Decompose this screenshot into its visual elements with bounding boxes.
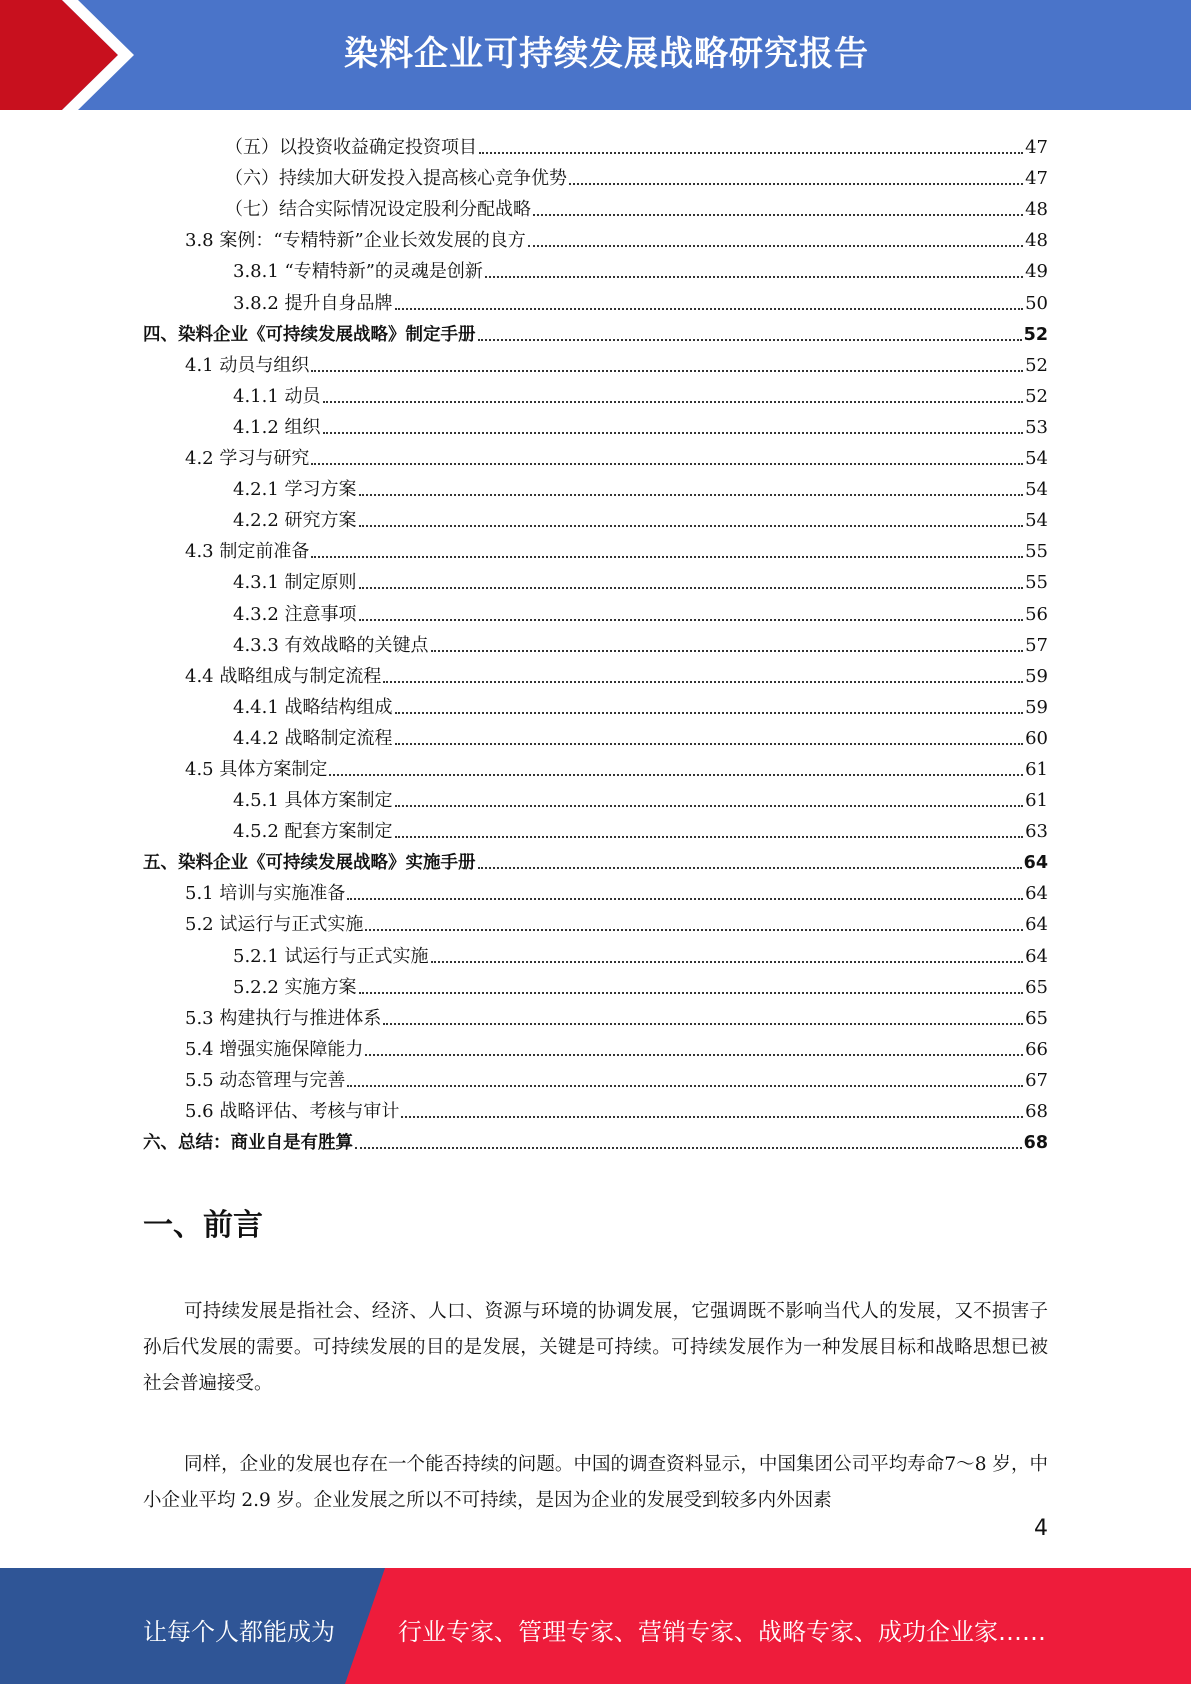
toc-entry-page: 50 [1025, 292, 1048, 314]
toc-dot-leader [365, 929, 1023, 931]
toc-entry-page: 64 [1025, 883, 1048, 905]
toc-dot-leader [395, 805, 1024, 807]
paragraph-2: 同样，企业的发展也存在一个能否持续的问题。中国的调查资料显示，中国集团公司平均寿命7～8 岁，中小企业平均 2.9 岁。企业发展之所以不可持续，是因为企业的发展受到较多内外因素 [143, 1454, 1048, 1511]
toc-entry[interactable] [143, 750, 1048, 781]
toc-entry-label: （七）结合实际情况设定股利分配战略 [225, 199, 531, 221]
toc-entry-label: 5.4 增强实施保障能力 [185, 1038, 364, 1060]
toc-entry-page: 55 [1025, 572, 1048, 594]
toc-entry-page: 52 [1025, 385, 1048, 407]
toc-entry[interactable] [143, 874, 1048, 905]
toc-entry[interactable] [143, 1030, 1048, 1061]
toc-entry-page: 57 [1025, 634, 1048, 656]
toc-entry[interactable] [143, 190, 1048, 221]
toc-entry[interactable] [143, 563, 1048, 594]
toc-entry[interactable] [143, 657, 1048, 688]
toc-entry[interactable] [143, 968, 1048, 999]
toc-dot-leader [329, 774, 1023, 776]
toc-entry[interactable] [143, 159, 1048, 190]
toc-dot-leader [311, 556, 1023, 558]
toc-entry-page: 52 [1025, 354, 1048, 376]
toc-entry[interactable] [143, 408, 1048, 439]
toc-entry-label: 4.3.2 注意事项 [233, 603, 357, 625]
toc-entry[interactable] [143, 1123, 1048, 1154]
toc-entry-label: （六）持续加大研发投入提高核心竞争优势 [225, 168, 567, 190]
toc-entry-page: 60 [1025, 727, 1048, 749]
toc-dot-leader [347, 1085, 1023, 1087]
toc-entry[interactable] [143, 221, 1048, 252]
toc-dot-leader [569, 183, 1023, 185]
toc-entry-label: （五）以投资收益确定投资项目 [225, 137, 477, 159]
paragraph-1: 可持续发展是指社会、经济、人口、资源与环境的协调发展，它强调既不影响当代人的发展，又不损害子孙后代发展的需要。可持续发展的目的是发展，关键是可持续。可持续发展作为一种发展目标和战略思想已被社会普遍接受。 [143, 1301, 1048, 1394]
toc-entry[interactable] [143, 283, 1048, 314]
toc-entry-label: 5.5 动态管理与完善 [185, 1069, 346, 1091]
toc-entry-page: 66 [1025, 1038, 1048, 1060]
toc-dot-leader [347, 898, 1023, 900]
toc-dot-leader [395, 836, 1024, 838]
toc-entry[interactable] [143, 999, 1048, 1030]
toc-entry-page: 67 [1025, 1069, 1048, 1091]
toc-dot-leader [359, 992, 1024, 994]
toc-entry[interactable] [143, 626, 1048, 657]
toc-entry-page: 48 [1025, 230, 1048, 252]
page-number: 4 [1034, 1516, 1048, 1541]
toc-dot-leader [323, 432, 1024, 434]
toc-entry-page: 54 [1025, 448, 1048, 470]
toc-entry-label: 4.1.1 动员 [233, 385, 321, 407]
toc-dot-leader [311, 370, 1023, 372]
toc-entry[interactable] [143, 812, 1048, 843]
toc-entry-page: 63 [1025, 821, 1048, 843]
section-heading: 一、前言 [143, 1208, 263, 1243]
toc-entry-page: 55 [1025, 541, 1048, 563]
toc-dot-leader [355, 1147, 1022, 1149]
toc-entry[interactable] [143, 594, 1048, 625]
toc-dot-leader [359, 494, 1024, 496]
toc-entry[interactable] [143, 843, 1048, 874]
toc-entry[interactable] [143, 719, 1048, 750]
toc-entry-label: 4.3.1 制定原则 [233, 572, 357, 594]
toc-dot-leader [323, 401, 1024, 403]
toc-entry-label: 4.2.1 学习方案 [233, 479, 357, 501]
toc-entry[interactable] [143, 439, 1048, 470]
toc-entry[interactable] [143, 1092, 1048, 1123]
toc-entry-page: 47 [1025, 168, 1048, 190]
toc-entry-label: 四、染料企业《可持续发展战略》制定手册 [143, 324, 476, 345]
toc-dot-leader [431, 961, 1024, 963]
footer-slogan-right: 行业专家、管理专家、营销专家、战略专家、成功企业家…… [398, 1618, 1046, 1646]
toc-dot-leader [395, 308, 1024, 310]
toc-entry[interactable] [143, 315, 1048, 346]
toc-dot-leader [478, 339, 1022, 341]
toc-entry[interactable] [143, 1061, 1048, 1092]
toc-entry[interactable] [143, 781, 1048, 812]
toc-entry-page: 53 [1025, 416, 1048, 438]
toc-entry-label: 5.6 战略评估、考核与审计 [185, 1101, 400, 1122]
toc-entry-label: 4.5.1 具体方案制定 [233, 790, 393, 812]
toc-entry-label: 5.3 构建执行与推进体系 [185, 1007, 382, 1029]
toc-entry-label: 六、总结：商业自是有胜算 [143, 1133, 353, 1154]
toc-entry-label: 5.2.2 实施方案 [233, 976, 357, 998]
toc-entry-page: 61 [1025, 790, 1048, 812]
toc-entry-label: 4.5 具体方案制定 [185, 758, 328, 780]
toc-entry[interactable] [143, 470, 1048, 501]
toc-entry-label: 3.8.1 “专精特新”的灵魂是创新 [233, 261, 483, 283]
toc-entry-page: 64 [1025, 914, 1048, 936]
toc-entry-page: 64 [1025, 945, 1048, 967]
toc-dot-leader [359, 587, 1024, 589]
toc-entry-page: 59 [1025, 696, 1048, 718]
toc-entry[interactable] [143, 905, 1048, 936]
toc-dot-leader [311, 463, 1023, 465]
toc-entry-label: 4.1.2 组织 [233, 416, 321, 438]
toc-entry-page: 54 [1025, 479, 1048, 501]
toc-entry-label: 4.2 学习与研究 [185, 448, 310, 470]
toc-dot-leader [383, 1023, 1023, 1025]
toc-entry-label: 4.4 战略组成与制定流程 [185, 665, 382, 687]
toc-entry[interactable] [143, 936, 1048, 967]
toc-entry-label: 5.2 试运行与正式实施 [185, 914, 364, 936]
toc-entry[interactable] [143, 252, 1048, 283]
toc-dot-leader [479, 152, 1023, 154]
toc-entry-page: 68 [1025, 1101, 1048, 1122]
toc-entry-label: 5.2.1 试运行与正式实施 [233, 945, 429, 967]
toc-entry-label: 5.1 培训与实施准备 [185, 883, 346, 905]
toc-entry[interactable] [143, 532, 1048, 563]
toc-entry[interactable] [143, 346, 1048, 377]
toc-dot-leader [359, 619, 1024, 621]
toc-entry-label: 4.3.3 有效战略的关键点 [233, 634, 429, 656]
toc-entry-label: 4.4.2 战略制定流程 [233, 727, 393, 749]
toc-entry-label: 4.3 制定前准备 [185, 541, 310, 563]
toc-entry[interactable] [143, 688, 1048, 719]
toc-entry[interactable] [143, 501, 1048, 532]
toc-entry-label: 4.2.2 研究方案 [233, 510, 357, 532]
toc-dot-leader [365, 1054, 1023, 1056]
toc-entry[interactable] [143, 128, 1048, 159]
toc-entry-label: 五、染料企业《可持续发展战略》实施手册 [143, 853, 476, 874]
report-title: 染料企业可持续发展战略研究报告 [344, 34, 869, 74]
toc-entry-page: 54 [1025, 510, 1048, 532]
toc-entry-page: 65 [1025, 1007, 1048, 1029]
toc-dot-leader [395, 712, 1024, 714]
toc-entry-label: 3.8 案例：“专精特新”企业长效发展的良方 [185, 230, 526, 252]
toc-dot-leader [395, 743, 1024, 745]
toc-entry-label: 3.8.2 提升自身品牌 [233, 292, 393, 314]
footer-slogan-left: 让每个人都能成为 [143, 1618, 335, 1646]
toc-entry-page: 56 [1025, 603, 1048, 625]
toc-dot-leader [401, 1116, 1023, 1118]
toc-dot-leader [383, 681, 1023, 683]
toc-entry-page: 48 [1025, 199, 1048, 221]
toc-entry-page: 52 [1023, 324, 1048, 345]
toc-dot-leader [533, 214, 1023, 216]
toc-entry-page: 47 [1025, 137, 1048, 159]
toc-entry-page: 68 [1023, 1133, 1048, 1154]
toc-entry-label: 4.5.2 配套方案制定 [233, 821, 393, 843]
toc-entry-page: 64 [1023, 853, 1048, 874]
toc-dot-leader [478, 867, 1022, 869]
table-of-contents [143, 128, 1048, 1154]
toc-dot-leader [431, 650, 1024, 652]
toc-entry[interactable] [143, 377, 1048, 408]
toc-entry-label: 4.1 动员与组织 [185, 354, 310, 376]
toc-entry-label: 4.4.1 战略结构组成 [233, 696, 393, 718]
toc-entry-page: 59 [1025, 665, 1048, 687]
toc-entry-page: 49 [1025, 261, 1048, 283]
toc-dot-leader [359, 525, 1024, 527]
toc-dot-leader [528, 245, 1023, 247]
toc-entry-page: 65 [1025, 976, 1048, 998]
toc-dot-leader [485, 276, 1023, 278]
page-footer [0, 1568, 1191, 1684]
toc-entry-page: 61 [1025, 758, 1048, 780]
page-header [0, 0, 1191, 110]
